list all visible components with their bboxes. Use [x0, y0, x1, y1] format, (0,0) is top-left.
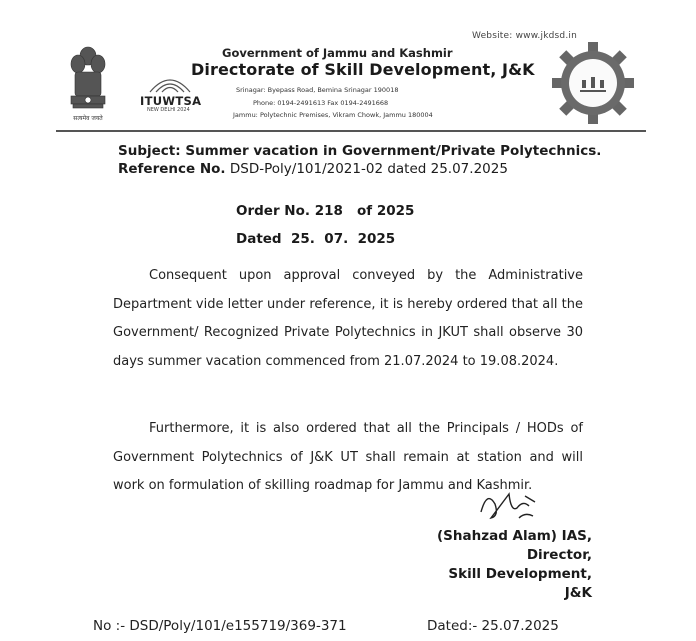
address-srinagar: Srinagar: Byepass Road, Bemina Srinagar 190018 [236, 86, 399, 94]
handwritten-signature [473, 482, 543, 532]
skill-development-gear-logo-icon [550, 40, 636, 126]
signatory-block [437, 527, 592, 603]
directorate-title: Directorate of Skill Development, J&K [191, 60, 535, 79]
emblem-motto: सत्यमेव जयते [73, 115, 103, 122]
signatory-region: J&K [564, 585, 592, 601]
header-divider [56, 130, 646, 132]
subject-line [118, 143, 601, 159]
signatory-name: (Shahzad Alam) IAS, [437, 528, 592, 544]
national-emblem-icon [66, 44, 110, 122]
body-paragraph-1 [113, 262, 583, 376]
footer-date: Dated:- 25.07.2025 [427, 618, 559, 634]
paragraph-1-text: Consequent upon approval conveyed by the Administrative Department vide letter under reference, it is hereby ordered that all the Government/ Recognized Private Polytechnics in JKUT shall observe 30 days summer vacation commenced from 21.07.2024 to 19.08.2024. [113, 268, 583, 369]
phone-fax: Phone: 0194-2491613 Fax 0194-2491668 [253, 99, 389, 107]
subject-text: Summer vacation in Government/Private Polytechnics. [185, 143, 602, 159]
ituwtsa-label: ITUWTSA [140, 94, 202, 108]
address-jammu: Jammu: Polytechnic Premises, Vikram Chowk, Jammu 180004 [233, 111, 433, 119]
order-date: Dated 25. 07. 2025 [236, 231, 396, 247]
website-label: Website: www.jkdsd.in [472, 31, 577, 41]
reference-text: DSD-Poly/101/2021-02 dated 25.07.2025 [229, 161, 508, 177]
footer-reference-number: No :- DSD/Poly/101/e155719/369-371 [93, 618, 347, 634]
reference-label: Reference No. [118, 161, 226, 177]
order-number: Order No. 218 of 2025 [236, 203, 415, 219]
paragraph-2-text: Furthermore, it is also ordered that all the Principals / HODs of Government Polytechnics of J&K UT shall remain at station and will work on formulation of skilling roadmap for Jammu and Kashmir. [113, 421, 583, 493]
signatory-department: Skill Development, [448, 566, 592, 582]
ituwtsa-sublabel: NEW DELHI 2024 [147, 107, 190, 113]
reference-line [118, 161, 508, 177]
subject-label: Subject: [118, 143, 181, 159]
signatory-designation: Director, [526, 547, 592, 563]
government-title: Government of Jammu and Kashmir [222, 46, 453, 60]
